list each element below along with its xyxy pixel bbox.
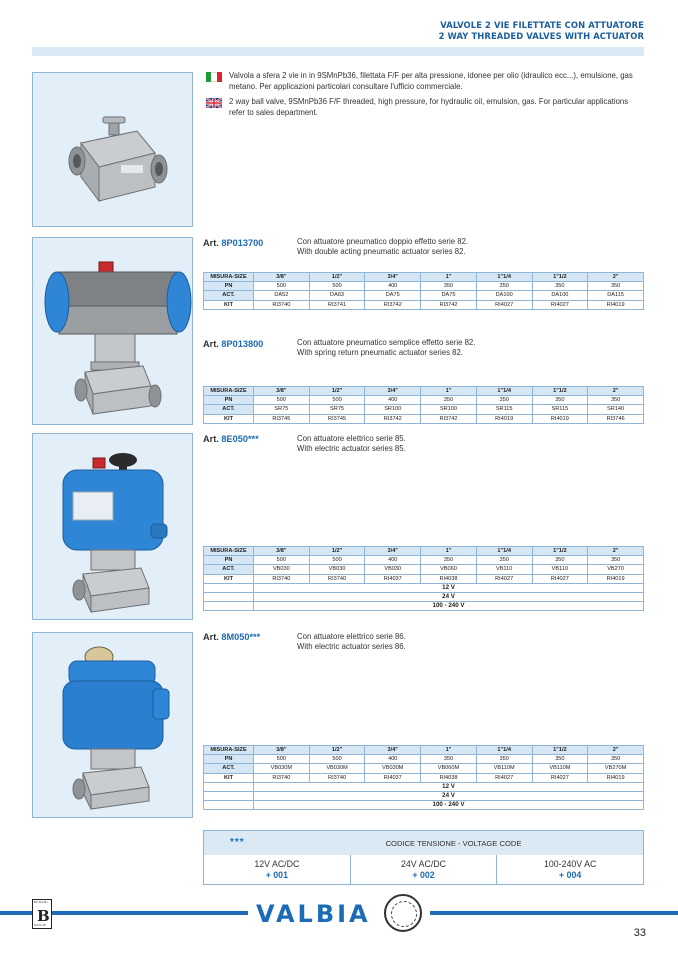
voltage-row-blank [204, 791, 254, 800]
header-title-it: VALVOLE 2 VIE FILETTATE CON ATTUATORE [440, 20, 644, 30]
kit-cell: RI3742 [365, 300, 421, 309]
kit-cell: RI3741 [309, 300, 365, 309]
voltage-row [204, 583, 644, 592]
voltage-row-blank [204, 592, 254, 601]
article-desc-4 [297, 632, 406, 652]
pn-cell: 350 [532, 755, 588, 764]
pn-row [204, 396, 644, 405]
act-cell: DA63 [309, 291, 365, 300]
kit-cell: RI3740 [254, 773, 310, 782]
page-number: 33 [633, 927, 646, 939]
kit-cell: RI4019 [476, 414, 532, 423]
electric-86-valve-photo [32, 632, 193, 818]
group-logo-mark: B [37, 907, 50, 925]
size-header-label: MISURA-SIZE [204, 547, 254, 556]
size-cell: 1" [421, 547, 477, 556]
pn-row [204, 556, 644, 565]
size-cell: 1" [421, 387, 477, 396]
act-cell: VB110M [476, 764, 532, 773]
size-cell: 1"1/2 [532, 547, 588, 556]
article-title-2 [203, 339, 263, 349]
size-cell: 2" [588, 387, 644, 396]
article-label: Art. [203, 238, 219, 248]
article-title-4 [203, 632, 260, 642]
kit-cell: RI4037 [365, 773, 421, 782]
kit-cell: RI3740 [254, 300, 310, 309]
voltage-row-blank [204, 583, 254, 592]
act-cell: VB110M [532, 764, 588, 773]
article-label: Art. [203, 632, 219, 642]
size-cell: 1"1/4 [476, 273, 532, 282]
valbia-logo: VALBIA [256, 900, 371, 928]
size-cell: 1/2" [309, 547, 365, 556]
act-row [204, 291, 644, 300]
act-cell: SR100 [421, 405, 477, 414]
voltage-option-code: + 004 [559, 870, 582, 880]
header-band [32, 47, 644, 56]
article-title-1 [203, 238, 263, 248]
size-header-label: MISURA-SIZE [204, 746, 254, 755]
article-label: Art. [203, 339, 219, 349]
voltage-code-title: CODICE TENSIONE - VOLTAGE CODE [385, 839, 522, 848]
act-cell: VB060 [421, 565, 477, 574]
size-cell: 1/2" [309, 273, 365, 282]
kit-cell: RI3745 [309, 414, 365, 423]
size-cell: 2" [588, 547, 644, 556]
act-cell: VB270M [588, 764, 644, 773]
act-cell: DA75 [365, 291, 421, 300]
voltage-cell: 12 V [254, 782, 644, 791]
article-desc-en: With electric actuator series 85. [297, 444, 406, 453]
article-label: Art. [203, 434, 219, 444]
act-row [204, 764, 644, 773]
article-code: 8P013700 [221, 238, 264, 248]
act-cell: VB060M [421, 764, 477, 773]
act-cell: VB110 [532, 565, 588, 574]
voltage-cell: 24 V [254, 592, 644, 601]
voltage-row [204, 782, 644, 791]
pn-cell: 350 [532, 396, 588, 405]
pn-cell: 350 [421, 556, 477, 565]
pn-cell: 500 [254, 755, 310, 764]
article-code: 8P013800 [221, 339, 264, 349]
kit-cell: RI4027 [532, 300, 588, 309]
article-desc-it: Con attuatore elettrico serie 85. [297, 434, 406, 443]
act-row [204, 565, 644, 574]
size-header-row [204, 273, 644, 282]
kit-label: KIT [204, 414, 254, 423]
uk-flag-icon [206, 98, 222, 108]
footer-rule-left-stub [0, 911, 32, 915]
spec-table-3 [203, 546, 644, 611]
pn-cell: 350 [532, 556, 588, 565]
size-cell: 2" [588, 273, 644, 282]
kit-cell: RI3745 [254, 414, 310, 423]
size-cell: 1"1/4 [476, 387, 532, 396]
act-label: ACT. [204, 291, 254, 300]
kit-row [204, 773, 644, 782]
act-cell: VB110 [476, 565, 532, 574]
pn-cell: 350 [476, 282, 532, 291]
pn-label: PN [204, 396, 254, 405]
kit-label: KIT [204, 773, 254, 782]
size-cell: 1" [421, 273, 477, 282]
voltage-cell: 100 - 240 V [254, 602, 644, 611]
intro-text-en: 2 way ball valve, 9SMnPb36 F/F threaded, high pressure, for hydraulic oil, emulsion, gas. For particular applications refer to sales department. [229, 97, 629, 117]
voltage-option-label: 24V AC/DC [401, 859, 446, 869]
kit-label: KIT [204, 574, 254, 583]
voltage-row-blank [204, 782, 254, 791]
pn-cell: 500 [254, 282, 310, 291]
footer-rule-right [430, 911, 678, 915]
kit-cell: RI4038 [421, 773, 477, 782]
pn-cell: 500 [254, 556, 310, 565]
pn-cell: 350 [476, 556, 532, 565]
kit-cell: RI4027 [532, 773, 588, 782]
kit-cell: RI3746 [588, 414, 644, 423]
article-desc-en: With electric actuator series 86. [297, 642, 406, 651]
voltage-row [204, 592, 644, 601]
header-title-en: 2 WAY THREADED VALVES WITH ACTUATOR [438, 31, 644, 41]
voltage-row-blank [204, 801, 254, 810]
size-cell: 1/2" [309, 746, 365, 755]
act-cell: VB030 [365, 565, 421, 574]
pn-row [204, 282, 644, 291]
act-cell: SR115 [476, 405, 532, 414]
voltage-cell: 24 V [254, 791, 644, 800]
kit-cell: RI3740 [254, 574, 310, 583]
size-cell: 2" [588, 746, 644, 755]
pn-cell: 400 [365, 396, 421, 405]
act-cell: VB030M [309, 764, 365, 773]
pn-cell: 500 [309, 755, 365, 764]
act-cell: DA52 [254, 291, 310, 300]
pn-cell: 400 [365, 556, 421, 565]
group-logo-top: BONOMI [34, 901, 49, 904]
kit-cell: RI3740 [309, 574, 365, 583]
article-code: 8E050*** [221, 434, 259, 444]
kit-cell: RI4019 [588, 300, 644, 309]
kit-cell: RI4019 [588, 773, 644, 782]
act-label: ACT. [204, 565, 254, 574]
act-cell: SR75 [309, 405, 365, 414]
kit-cell: RI3740 [309, 773, 365, 782]
act-cell: DA100 [476, 291, 532, 300]
article-desc-it: Con attuatore pneumatico doppio effetto serie 82. [297, 237, 469, 246]
act-cell: SR140 [588, 405, 644, 414]
act-cell: VB270 [588, 565, 644, 574]
size-cell: 1"1/2 [532, 387, 588, 396]
article-code: 8M050*** [221, 632, 261, 642]
act-cell: DA100 [532, 291, 588, 300]
article-desc-1 [297, 237, 468, 257]
voltage-code-stars: *** [230, 837, 245, 848]
pn-cell: 350 [476, 396, 532, 405]
kit-row [204, 414, 644, 423]
voltage-option-code: + 001 [265, 870, 288, 880]
voltage-row [204, 791, 644, 800]
size-cell: 3/8" [254, 547, 310, 556]
size-cell: 3/4" [365, 547, 421, 556]
pn-cell: 400 [365, 755, 421, 764]
voltage-option [350, 855, 497, 885]
size-cell: 3/8" [254, 387, 310, 396]
size-cell: 1"1/4 [476, 547, 532, 556]
voltage-option [204, 855, 350, 885]
pn-row [204, 755, 644, 764]
act-cell: SR100 [365, 405, 421, 414]
page-header [439, 20, 644, 42]
act-cell: VB030M [365, 764, 421, 773]
kit-cell: RI4027 [476, 574, 532, 583]
act-row [204, 405, 644, 414]
size-cell: 1"1/2 [532, 273, 588, 282]
act-cell: VB030M [254, 764, 310, 773]
voltage-row-blank [204, 602, 254, 611]
voltage-row [204, 602, 644, 611]
bonomi-group-logo [32, 899, 52, 929]
voltage-option-code: + 002 [412, 870, 435, 880]
pn-cell: 350 [476, 755, 532, 764]
pn-cell: 350 [588, 556, 644, 565]
pn-cell: 350 [588, 282, 644, 291]
size-cell: 3/8" [254, 746, 310, 755]
pn-label: PN [204, 755, 254, 764]
article-title-3 [203, 434, 259, 444]
act-cell: SR115 [532, 405, 588, 414]
size-header-label: MISURA-SIZE [204, 387, 254, 396]
pn-label: PN [204, 556, 254, 565]
size-header-row [204, 387, 644, 396]
act-cell: SR75 [254, 405, 310, 414]
pn-cell: 350 [421, 755, 477, 764]
article-desc-3 [297, 434, 406, 454]
article-desc-it: Con attuatore pneumatico semplice effetto serie 82. [297, 338, 476, 347]
bare-valve-photo [32, 72, 193, 227]
voltage-cell: 12 V [254, 583, 644, 592]
size-cell: 1"1/2 [532, 746, 588, 755]
footer-rule-left [52, 911, 248, 915]
kit-row [204, 574, 644, 583]
kit-cell: RI4027 [476, 773, 532, 782]
pn-cell: 500 [309, 396, 365, 405]
pn-label: PN [204, 282, 254, 291]
voltage-option [496, 855, 643, 885]
kit-cell: RI3742 [421, 300, 477, 309]
spec-table-4 [203, 745, 644, 810]
intro-text-it: Valvola a sfera 2 vie in in 9SMnPb36, filettata F/F per alta pressione, idonee per olio (idraulico ecc...), emulsione, gas metano. Per applicazioni particolari consultare l'ufficio commerciale. [229, 71, 633, 91]
article-desc-it: Con attuatore elettrico serie 86. [297, 632, 406, 641]
voltage-option-label: 100-240V AC [544, 859, 597, 869]
spec-table-2 [203, 386, 644, 424]
size-header-row [204, 746, 644, 755]
size-cell: 3/4" [365, 387, 421, 396]
act-cell: DA75 [421, 291, 477, 300]
pn-cell: 350 [588, 396, 644, 405]
pn-cell: 350 [421, 282, 477, 291]
kit-cell: RI4019 [532, 414, 588, 423]
kit-row [204, 300, 644, 309]
size-cell: 3/4" [365, 273, 421, 282]
size-cell: 3/8" [254, 273, 310, 282]
kit-cell: RI4019 [588, 574, 644, 583]
article-desc-en: With spring return pneumatic actuator series 82. [297, 348, 463, 357]
voltage-row [204, 801, 644, 810]
article-desc-en: With double acting pneumatic actuator series 82. [297, 247, 466, 256]
electric-85-valve-photo [32, 433, 193, 620]
act-cell: VB030 [254, 565, 310, 574]
kit-cell: RI4038 [421, 574, 477, 583]
size-header-row [204, 547, 644, 556]
spec-table-1 [203, 272, 644, 310]
size-cell: 3/4" [365, 746, 421, 755]
kit-cell: RI4027 [532, 574, 588, 583]
pn-cell: 500 [309, 282, 365, 291]
size-cell: 1" [421, 746, 477, 755]
kit-cell: RI4027 [476, 300, 532, 309]
kit-cell: RI3742 [365, 414, 421, 423]
kit-cell: RI3742 [421, 414, 477, 423]
voltage-cell: 100 - 240 V [254, 801, 644, 810]
act-cell: VB030 [309, 565, 365, 574]
article-desc-2 [297, 338, 475, 358]
pn-cell: 350 [421, 396, 477, 405]
pn-cell: 500 [309, 556, 365, 565]
pn-cell: 500 [254, 396, 310, 405]
act-label: ACT. [204, 405, 254, 414]
pn-cell: 350 [588, 755, 644, 764]
size-header-label: MISURA-SIZE [204, 273, 254, 282]
group-logo-bottom: GROUP [34, 924, 47, 927]
act-cell: DA115 [588, 291, 644, 300]
kit-cell: RI4037 [365, 574, 421, 583]
italian-flag-icon [206, 72, 222, 82]
size-cell: 1"1/4 [476, 746, 532, 755]
voltage-code-box [203, 830, 644, 885]
act-label: ACT. [204, 764, 254, 773]
size-cell: 1/2" [309, 387, 365, 396]
certification-seal-icon [384, 894, 422, 932]
kit-label: KIT [204, 300, 254, 309]
pn-cell: 400 [365, 282, 421, 291]
pn-cell: 350 [532, 282, 588, 291]
voltage-option-label: 12V AC/DC [254, 859, 300, 869]
pneumatic-valve-photo [32, 237, 193, 425]
